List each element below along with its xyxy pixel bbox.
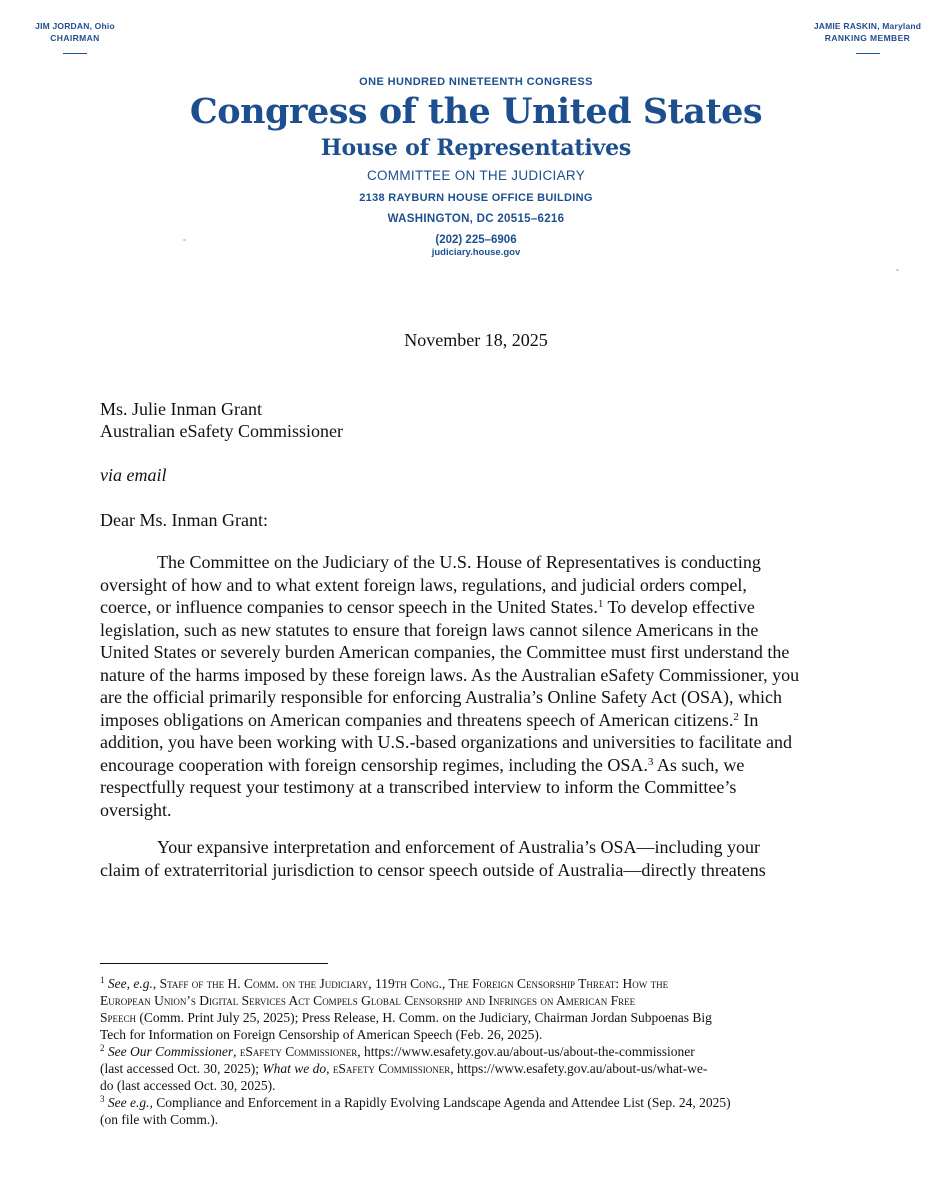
- paragraph-line: addition, you have been working with U.S.-based organizations and universities to facilitate and: [100, 732, 792, 752]
- footnote-number: 3: [100, 1094, 105, 1105]
- paragraph-line: United States or severely burden American companies, the Committee must first understand the: [100, 642, 790, 662]
- footnote-text: Staff of the H. Comm. on the Judiciary, 119th Cong., The Foreign Censorship Threat: How the: [159, 976, 669, 991]
- letterhead: [176, 76, 776, 258]
- paragraph-line: respectfully request your testimony at a transcribed interview to inform the Committee’s: [100, 777, 737, 797]
- footnote-text: ,: [152, 976, 160, 991]
- paragraph-line: [100, 596, 860, 619]
- recipient-title: Australian eSafety Commissioner: [100, 421, 343, 441]
- footnote-divider: [100, 963, 328, 964]
- chairman-divider: [63, 53, 87, 54]
- ranking-member-divider: [856, 53, 880, 54]
- body-paragraph-2: [100, 836, 860, 881]
- office-website: judiciary.house.gov: [431, 247, 521, 258]
- ranking-member-name: JAMIE RASKIN, Maryland: [813, 21, 922, 31]
- chairman-role: CHAIRMAN: [50, 33, 100, 43]
- footnote-2-line: do (last accessed Oct. 30, 2025).: [100, 1078, 276, 1093]
- paragraph-line: oversight of how and to what extent foreign laws, regulations, and judicial orders compel,: [100, 574, 747, 595]
- footnote-text: Compliance and Enforcement in a Rapidly Evolving Landscape Agenda and Attendee List (Sep. 24, 2025): [152, 1095, 731, 1110]
- line-text: imposes obligations on American companies and threatens speech of American citizens.: [100, 709, 734, 730]
- letterhead-house: House of Representatives: [320, 135, 632, 161]
- citation-signal: See e.g.,: [107, 1095, 153, 1110]
- paragraph-line: oversight.: [100, 799, 172, 820]
- footnote-1-line: Tech for Information on Foreign Censorship of American Speech (Feb. 26, 2025).: [100, 1027, 543, 1042]
- footnote-text: Speech: [100, 1010, 137, 1025]
- citation-signal: See, e.g.: [107, 976, 153, 991]
- letterhead-title: Congress of the United States: [189, 91, 763, 132]
- paragraph-line: nature of the harms imposed by these foreign laws. As the Australian eSafety Commissioner, you: [100, 664, 800, 685]
- paragraph-line: [100, 709, 860, 732]
- line-text: coerce, or influence companies to censor speech in the United States.: [100, 597, 598, 617]
- footnote-url: , https://www.esafety.gov.au/about-us/what-we-: [450, 1061, 708, 1076]
- committee-name: COMMITTEE ON THE JUDICIARY: [366, 168, 586, 183]
- chairman-name: JIM JORDAN, Ohio: [35, 21, 115, 31]
- line-text: encourage cooperation with foreign censorship regimes, including the OSA.: [100, 754, 648, 775]
- paragraph-line: The Committee on the Judiciary of the U.S. House of Representatives is conducting: [157, 552, 761, 572]
- salutation: Dear Ms. Inman Grant:: [100, 510, 268, 530]
- footnote-3: [100, 1094, 860, 1111]
- footnote-1: [100, 975, 860, 992]
- footnote-number: 2: [100, 1043, 105, 1054]
- footnote-text: ,: [233, 1044, 240, 1059]
- ranking-member-role: RANKING MEMBER: [824, 33, 911, 43]
- delivery-method: via email: [100, 465, 167, 485]
- footnote-3-line: (on file with Comm.).: [100, 1112, 219, 1127]
- paragraph-line: are the official primarily responsible for enforcing Australia’s Online Safety Act (OSA), which: [100, 687, 782, 707]
- footnote-ref-3: 3: [647, 755, 654, 768]
- paragraph-line: legislation, such as new statutes to ensure that foreign laws cannot silence Americans in the: [100, 619, 759, 640]
- footnote-2: [100, 1043, 860, 1060]
- line-text: In: [738, 709, 759, 730]
- scan-speck: [183, 239, 186, 241]
- recipient-name: Ms. Julie Inman Grant: [100, 399, 262, 419]
- footnote-ref-2: 2: [733, 710, 739, 723]
- footnote-text: ,: [326, 1061, 333, 1076]
- footnote-text: (last accessed Oct. 30, 2025);: [100, 1061, 263, 1076]
- ranking-member-block: [805, 20, 930, 54]
- office-address: 2138 RAYBURN HOUSE OFFICE BUILDING: [359, 192, 593, 204]
- footnote-number: 1: [100, 975, 105, 986]
- footnote-url: , https://www.esafety.gov.au/about-us/about-the-commissioner: [357, 1044, 695, 1059]
- paragraph-line: claim of extraterritorial jurisdiction to censor speech outside of Australia—directly threatens: [100, 859, 766, 880]
- letter-date: November 18, 2025: [404, 330, 548, 350]
- footnote-ref-1: 1: [597, 597, 604, 610]
- chairman-block: [30, 20, 120, 54]
- footnote-1-line: [100, 1009, 860, 1026]
- line-text: As such, we: [653, 754, 745, 775]
- footnote-2-line: [100, 1060, 860, 1077]
- citation-signal: See Our Commissioner: [107, 1044, 234, 1059]
- office-city: WASHINGTON, DC 20515–6216: [387, 213, 565, 225]
- recipient-block: [100, 398, 343, 442]
- office-phone: (202) 225–6906: [435, 234, 517, 246]
- paragraph-line: [100, 754, 860, 777]
- body-paragraph-1: [100, 551, 860, 821]
- footnote-text: (Comm. Print July 25, 2025); Press Release, H. Comm. on the Judiciary, Chairman Jordan Subpoenas Big: [136, 1010, 712, 1025]
- footnote-1-line: European Union’s Digital Services Act Compels Global Censorship and Infringes on American Free: [100, 993, 636, 1008]
- footnote-text: eSafety Commissioner: [332, 1061, 451, 1076]
- scan-speck: [896, 269, 899, 271]
- footnote-text: eSafety Commissioner: [239, 1044, 358, 1059]
- line-text: To develop effective: [603, 597, 755, 617]
- footnotes: [100, 975, 860, 1128]
- paragraph-line: Your expansive interpretation and enforcement of Australia’s OSA—including your: [157, 837, 761, 857]
- footnote-text: What we do: [262, 1061, 327, 1076]
- congress-number: ONE HUNDRED NINETEENTH CONGRESS: [359, 76, 593, 88]
